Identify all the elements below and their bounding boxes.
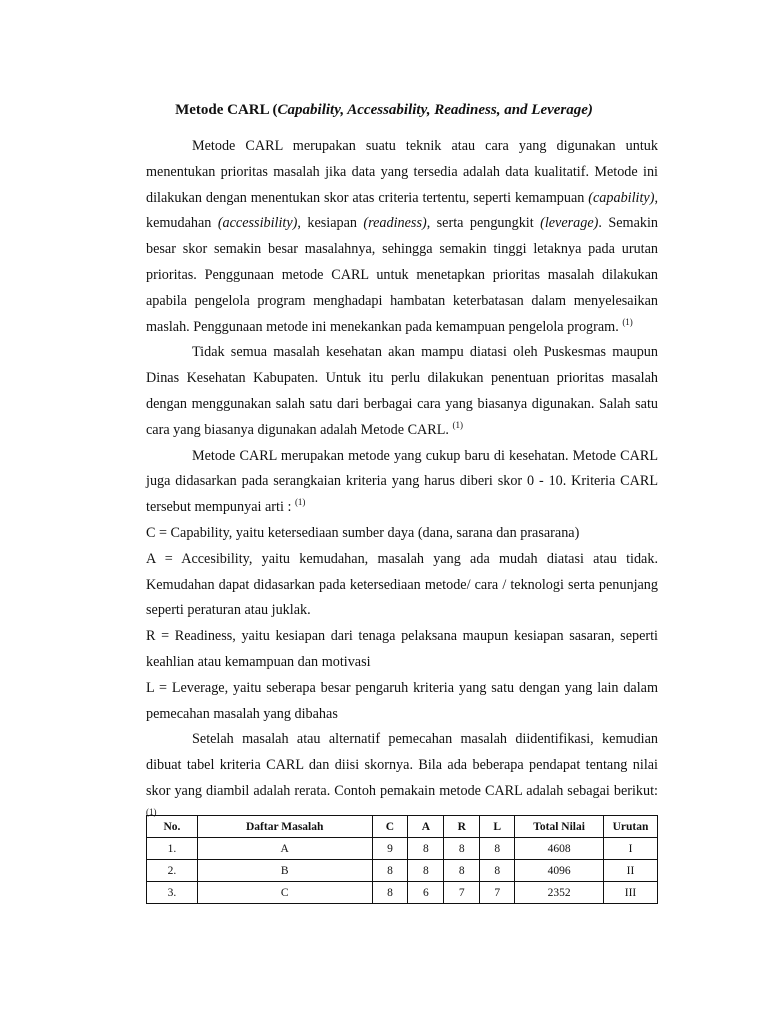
cell-no: 1. [147, 838, 198, 860]
col-header-daftar-masalah: Daftar Masalah [197, 816, 372, 838]
cell-c: 8 [372, 860, 408, 882]
cell-urutan: II [604, 860, 658, 882]
col-header-r: R [444, 816, 480, 838]
cell-no: 3. [147, 882, 198, 904]
p4-text: Setelah masalah atau alternatif pemecahan masalah diidentifikasi, kemudian dibuat tabel kriteria CARL dan diisi skornya. Bila ada beberapa pendapat tentang nilai skor yang diambil adalah rerata. Contoh pemakain metode CARL adalah sebagai berikut: [146, 731, 658, 799]
cell-l: 8 [480, 860, 515, 882]
cell-c: 9 [372, 838, 408, 860]
cell-urutan: III [604, 882, 658, 904]
col-header-c: C [372, 816, 408, 838]
p1-text-a: Metode CARL merupakan suatu teknik atau cara yang digunakan untuk menentukan prioritas masalah jika data yang tersedia adalah data kualitatif. Metode ini dilakukan dengan menentukan skor atas criteria tertentu, seperti kemampuan [146, 138, 658, 206]
title-plain: Metode CARL ( [175, 102, 278, 118]
col-header-a: A [408, 816, 444, 838]
table-row [147, 838, 658, 860]
title-italic: Capability, Accessability, Readiness, and Leverage) [277, 102, 593, 118]
document-body [146, 134, 658, 831]
cell-l: 7 [480, 882, 515, 904]
cell-total: 2352 [515, 882, 604, 904]
p1-text-e: . Semakin besar skor semakin besar masalahnya, sehingga semakin tinggi letaknya pada urutan prioritas. Penggunaan metode CARL untuk menetapkan prioritas masalah dilakukan apabila pengelola program menghadapi hambatan keterbatasan dalam menyelesaikan maslah. Penggunaan metode ini menekankan pada kemampuan pengelola program. [146, 215, 658, 335]
table-row [147, 860, 658, 882]
p2-text: Tidak semua masalah kesehatan akan mampu diatasi oleh Puskesmas maupun Dinas Kesehatan Kabupaten. Untuk itu perlu dilakukan penentuan prioritas masalah dengan menggunakan salah satu dari berbagai cara yang biasanya digunakan. Salah satu cara yang biasanya digunakan adalah Metode CARL. [146, 344, 658, 438]
col-header-no: No. [147, 816, 198, 838]
p1-text-d: , serta pengungkit [426, 215, 541, 232]
citation-ref: (1) [146, 806, 157, 817]
term-readiness: (readiness) [363, 215, 427, 232]
term-leverage: (leverage) [540, 215, 599, 232]
page-title [0, 100, 768, 120]
table-row [147, 882, 658, 904]
carl-table [146, 815, 658, 904]
cell-a: 8 [408, 860, 444, 882]
p3-text: Metode CARL merupakan metode yang cukup baru di kesehatan. Metode CARL juga didasarkan pada serangkaian kriteria yang harus diberi skor 0 - 10. Kriteria CARL tersebut mempunyai arti : [146, 447, 658, 516]
cell-urutan: I [604, 838, 658, 860]
cell-r: 8 [444, 838, 480, 860]
p1-text-b: , kemudahan [146, 189, 658, 232]
cell-r: 8 [444, 860, 480, 882]
col-header-urutan: Urutan [604, 816, 658, 838]
citation-ref: (1) [294, 497, 306, 508]
criteria-accessibility: A = Accesibility, yaitu kemudahan, masalah yang ada mudah diatasi atau tidak. Kemudahan dapat didasarkan pada ketersediaan metode/ cara / teknologi serta penunjang seperti peraturan atau juklak. [146, 550, 658, 619]
cell-total: 4608 [515, 838, 604, 860]
paragraph-2 [146, 340, 658, 443]
paragraph-3 [146, 444, 658, 521]
criteria-leverage: L = Leverage, yaitu seberapa besar pengaruh kriteria yang satu dengan yang lain dalam pemecahan masalah yang dibahas [146, 679, 658, 722]
cell-masalah: A [197, 838, 372, 860]
paragraph-1 [146, 134, 658, 340]
cell-a: 6 [408, 882, 444, 904]
cell-r: 7 [444, 882, 480, 904]
p1-text-c: , kesiapan [297, 215, 364, 232]
cell-no: 2. [147, 860, 198, 882]
col-header-total-nilai: Total Nilai [515, 816, 604, 838]
cell-l: 8 [480, 838, 515, 860]
cell-masalah: B [197, 860, 372, 882]
cell-c: 8 [372, 882, 408, 904]
term-capability: (capability) [588, 189, 655, 206]
term-accessibility: (accessibility) [217, 215, 298, 232]
criteria-capability: C = Capability, yaitu ketersediaan sumber daya (dana, sarana dan prasarana) [146, 524, 580, 541]
citation-ref: (1) [622, 316, 633, 327]
citation-ref: (1) [452, 419, 463, 430]
cell-masalah: C [197, 882, 372, 904]
cell-a: 8 [408, 838, 444, 860]
table-header-row [147, 816, 658, 838]
col-header-l: L [480, 816, 515, 838]
criteria-readiness: R = Readiness, yaitu kesiapan dari tenaga pelaksana maupun kesiapan sasaran, seperti keahlian atau kemampuan dan motivasi [146, 628, 658, 670]
cell-total: 4096 [515, 860, 604, 882]
